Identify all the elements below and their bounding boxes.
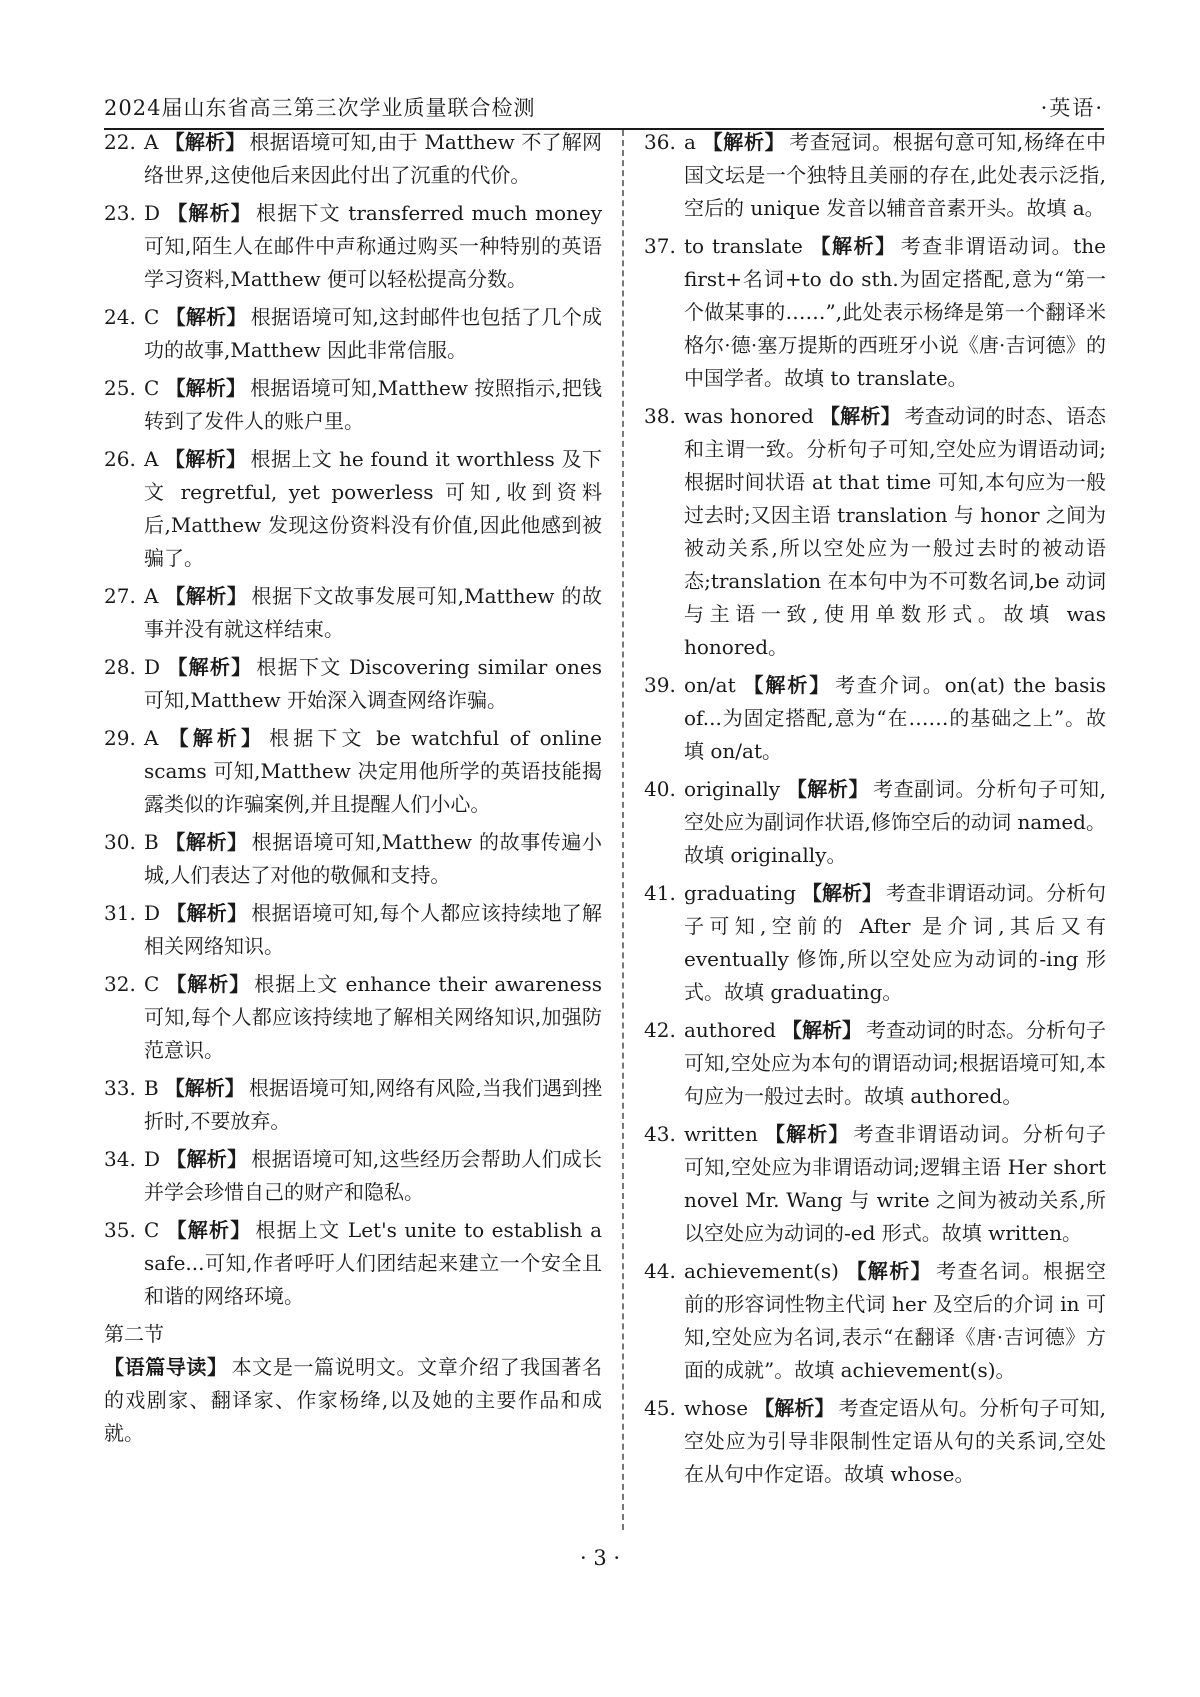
analysis-tag: 【解析】 — [166, 1147, 248, 1171]
page-number: · 3 · — [579, 1546, 621, 1570]
answer-body — [104, 126, 602, 192]
answer-key: on/at — [684, 673, 736, 697]
answer-item — [104, 1214, 602, 1313]
answer-key: graduating — [684, 881, 797, 905]
question-number: 31. — [104, 901, 136, 925]
answer-body — [644, 1255, 1106, 1387]
answer-item — [644, 669, 1106, 768]
answer-key: originally — [684, 777, 781, 801]
analysis-text: 根据下文故事发展可知,Matthew 的故事并没有就这样结束。 — [144, 584, 602, 641]
answer-key: A — [144, 447, 159, 471]
analysis-tag: 【解析】 — [164, 584, 248, 608]
answer-item — [104, 197, 602, 296]
answer-item — [104, 968, 602, 1067]
page-header — [104, 92, 1104, 130]
analysis-text: 根据上文 he found it worthless 及下文 regretful, yet powerless 可知,收到资料后,Matthew 发现这份资料没有价值,因此他感到被骗了。 — [144, 447, 603, 570]
answer-item — [104, 301, 602, 367]
answer-key: A — [144, 584, 159, 608]
answer-item — [644, 230, 1106, 395]
question-number: 34. — [104, 1147, 136, 1171]
answer-item — [644, 126, 1106, 225]
header-subject: ·英语· — [1040, 96, 1104, 120]
question-number: 22. — [104, 130, 136, 154]
answer-body — [104, 197, 602, 296]
analysis-tag: 【解析】 — [781, 1018, 862, 1042]
analysis-text: 根据下文 Discovering similar ones 可知,Matthew 开始深入调查网络诈骗。 — [144, 655, 603, 712]
question-number: 32. — [104, 972, 136, 996]
passage-intro — [104, 1351, 602, 1450]
analysis-tag: 【解析】 — [808, 234, 897, 258]
answer-item — [104, 1143, 602, 1209]
analysis-text: 根据上文 Let's unite to establish a safe...可知,作者呼吁人们团结起来建立一个安全且和谐的网络环境。 — [144, 1218, 602, 1308]
question-number: 26. — [104, 447, 136, 471]
answer-item — [104, 1072, 602, 1138]
question-number: 24. — [104, 305, 136, 329]
answer-key: written — [684, 1122, 758, 1146]
question-number: 28. — [104, 655, 136, 679]
answer-item — [644, 1255, 1106, 1387]
question-number: 30. — [104, 830, 136, 854]
analysis-text: 根据语境可知,网络有风险,当我们遇到挫折时,不要放弃。 — [144, 1076, 603, 1133]
left-column — [104, 126, 602, 1450]
answer-item — [644, 400, 1106, 664]
analysis-text: 考查动词的时态、语态和主谓一致。分析句子可知,空处应为谓语动词;根据时间状语 at that time 可知,本句应为一般过去时;又因主语 translation 与 honor 之间为被动关系,所以空处应为一般过去时的被动语态;translation 在本句中为不可数名词,be 动词与主语一致,使用单数形式。故填 was honored。 — [684, 404, 1106, 659]
analysis-text: 考查非谓语动词。分析句子可知,空前的 After 是介词,其后又有 eventually 修饰,所以空处应为动词的-ing 形式。故填 graduating。 — [684, 881, 1107, 1004]
question-number: 41. — [644, 881, 676, 905]
answer-key: whose — [684, 1396, 749, 1420]
answer-key: B — [144, 830, 159, 854]
answer-key: authored — [684, 1018, 776, 1042]
analysis-tag: 【解析】 — [164, 447, 247, 471]
answer-key: C — [144, 1218, 160, 1242]
analysis-tag: 【解析】 — [164, 130, 246, 154]
answer-body — [644, 1392, 1106, 1491]
answer-item — [644, 1118, 1106, 1250]
answer-body — [104, 1214, 602, 1313]
analysis-tag: 【解析】 — [802, 881, 883, 905]
analysis-tag: 【解析】 — [844, 1259, 933, 1283]
question-number: 43. — [644, 1122, 676, 1146]
answer-body — [644, 669, 1106, 768]
answer-key: C — [144, 376, 160, 400]
analysis-tag: 【解析】 — [819, 404, 901, 428]
question-number: 35. — [104, 1218, 136, 1242]
answer-body — [104, 443, 602, 575]
analysis-text: 考查介词。on(at) the basis of...为固定搭配,意为“在……的基础之上”。故填 on/at。 — [684, 673, 1107, 763]
answer-key: achievement(s) — [684, 1259, 839, 1283]
answer-item — [104, 372, 602, 438]
analysis-text: 根据下文 transferred much money 可知,陌生人在邮件中声称通过购买一种特别的英语学习资料,Matthew 便可以轻松提高分数。 — [144, 201, 603, 291]
analysis-text: 根据语境可知,Matthew 按照指示,把钱转到了发件人的账户里。 — [144, 376, 603, 433]
analysis-text: 考查冠词。根据句意可知,杨绛在中国文坛是一个独特且美丽的存在,此处表示泛指,空后的 unique 发音以辅音音素开头。故填 a。 — [684, 130, 1107, 220]
analysis-tag: 【解析】 — [741, 673, 832, 697]
analysis-tag: 【解析】 — [763, 1122, 850, 1146]
answer-item — [104, 443, 602, 575]
left-answer-list — [104, 126, 602, 1313]
answer-item — [644, 1392, 1106, 1491]
answer-body — [104, 651, 602, 717]
answer-body — [104, 580, 602, 646]
intro-text: 本文是一篇说明文。文章介绍了我国著名的戏剧家、翻译家、作家杨绛,以及她的主要作品和成就。 — [104, 1355, 603, 1445]
answer-body — [104, 1143, 602, 1209]
analysis-tag: 【解析】 — [165, 1218, 252, 1242]
analysis-text: 根据语境可知,由于 Matthew 不了解网络世界,这使他后来因此付出了沉重的代价。 — [144, 130, 602, 187]
section-title: 第二节 — [104, 1322, 164, 1346]
right-column — [644, 126, 1106, 1496]
analysis-text: 考查副词。分析句子可知,空处应为副词作状语,修饰空后的动词 named。故填 originally。 — [684, 777, 1106, 867]
answer-body — [644, 1118, 1106, 1250]
analysis-text: 考查定语从句。分析句子可知,空处应为引导非限制性定语从句的关系词,空处在从句中作定语。故填 whose。 — [684, 1396, 1107, 1486]
analysis-tag: 【解析】 — [166, 655, 253, 679]
analysis-text: 根据语境可知,这些经历会帮助人们成长并学会珍惜自己的财产和隐私。 — [144, 1147, 603, 1204]
analysis-text: 考查非谓语动词。the first+名词+to do sth.为固定搭配,意为“第一个做某事的……”,此处表示杨绛是第一个翻译米格尔·德·塞万提斯的西班牙小说《唐·吉诃德》的中国学者。故填 to translate。 — [684, 234, 1107, 390]
question-number: 40. — [644, 777, 676, 801]
question-number: 27. — [104, 584, 136, 608]
answer-key: D — [144, 201, 161, 225]
answer-body — [644, 877, 1106, 1009]
analysis-text: 考查非谓语动词。分析句子可知,空处应为非谓语动词;逻辑主语 Her short novel Mr. Wang 与 write 之间为被动关系,所以空处应为动词的-ed 形式。故填 written。 — [684, 1122, 1107, 1245]
answer-body — [104, 897, 602, 963]
answer-key: D — [144, 1147, 161, 1171]
answer-item — [644, 1014, 1106, 1113]
question-number: 36. — [644, 130, 676, 154]
answer-key: D — [144, 655, 161, 679]
question-number: 23. — [104, 201, 136, 225]
answer-key: C — [144, 972, 160, 996]
question-number: 25. — [104, 376, 136, 400]
answer-item — [104, 580, 602, 646]
question-number: 37. — [644, 234, 676, 258]
analysis-tag: 【解析】 — [165, 972, 251, 996]
question-number: 44. — [644, 1259, 676, 1283]
answer-key: a — [684, 130, 696, 154]
question-number: 39. — [644, 673, 676, 697]
answer-key: D — [144, 901, 161, 925]
right-answer-list — [644, 126, 1106, 1491]
answer-item — [644, 877, 1106, 1009]
question-number: 45. — [644, 1396, 676, 1420]
analysis-text: 考查名词。根据空前的形容词性物主代词 her 及空后的介词 in 可知,空处应为名词,表示“在翻译《唐·吉诃德》方面的成就”。故填 achievement(s)。 — [684, 1259, 1107, 1382]
answer-body — [104, 826, 602, 892]
answer-body — [644, 773, 1106, 872]
answer-item — [104, 722, 602, 821]
answer-body — [104, 1072, 602, 1138]
column-divider — [622, 130, 624, 1530]
answer-body — [104, 968, 602, 1067]
answer-key: to translate — [684, 234, 803, 258]
answer-body — [644, 230, 1106, 395]
answer-body — [644, 1014, 1106, 1113]
answer-key: A — [144, 130, 159, 154]
answer-item — [104, 651, 602, 717]
analysis-tag: 【解析】 — [165, 305, 247, 329]
intro-tag: 【语篇导读】 — [104, 1355, 228, 1379]
answer-key: B — [144, 1076, 159, 1100]
analysis-tag: 【解析】 — [166, 201, 252, 225]
analysis-tag: 【解析】 — [164, 830, 248, 854]
analysis-text: 根据语境可知,这封邮件也包括了几个成功的故事,Matthew 因此非常信服。 — [144, 305, 603, 362]
answer-item — [104, 126, 602, 192]
answer-body — [644, 400, 1106, 664]
analysis-text: 考查动词的时态。分析句子可知,空处应为本句的谓语动词;根据语境可知,本句应为一般过去时。故填 authored。 — [684, 1018, 1107, 1108]
answer-body — [644, 126, 1106, 225]
answer-key: A — [144, 726, 159, 750]
answer-key: C — [144, 305, 160, 329]
answer-body — [104, 722, 602, 821]
question-number: 38. — [644, 404, 676, 428]
analysis-tag: 【解析】 — [165, 376, 247, 400]
analysis-text: 根据语境可知,每个人都应该持续地了解相关网络知识。 — [144, 901, 603, 958]
analysis-tag: 【解析】 — [786, 777, 870, 801]
analysis-tag: 【解析】 — [166, 901, 248, 925]
question-number: 29. — [104, 726, 136, 750]
answer-body — [104, 372, 602, 438]
header-title: 2024届山东省高三第三次学业质量联合检测 — [104, 96, 536, 120]
question-number: 33. — [104, 1076, 136, 1100]
analysis-tag: 【解析】 — [164, 726, 266, 750]
analysis-text: 根据上文 enhance their awareness 可知,每个人都应该持续地了解相关网络知识,加强防范意识。 — [144, 972, 602, 1062]
answer-item — [104, 826, 602, 892]
answer-body — [104, 301, 602, 367]
analysis-tag: 【解析】 — [164, 1076, 245, 1100]
answer-item — [644, 773, 1106, 872]
answer-key: was honored — [684, 404, 814, 428]
answer-item — [104, 897, 602, 963]
analysis-tag: 【解析】 — [754, 1396, 835, 1420]
analysis-text: 根据下文 be watchful of online scams 可知,Matthew 决定用他所学的英语技能揭露类似的诈骗案例,并且提醒人们小心。 — [144, 726, 603, 816]
analysis-text: 根据语境可知,Matthew 的故事传遍小城,人们表达了对他的敬佩和支持。 — [144, 830, 603, 887]
question-number: 42. — [644, 1018, 676, 1042]
analysis-tag: 【解析】 — [701, 130, 786, 154]
